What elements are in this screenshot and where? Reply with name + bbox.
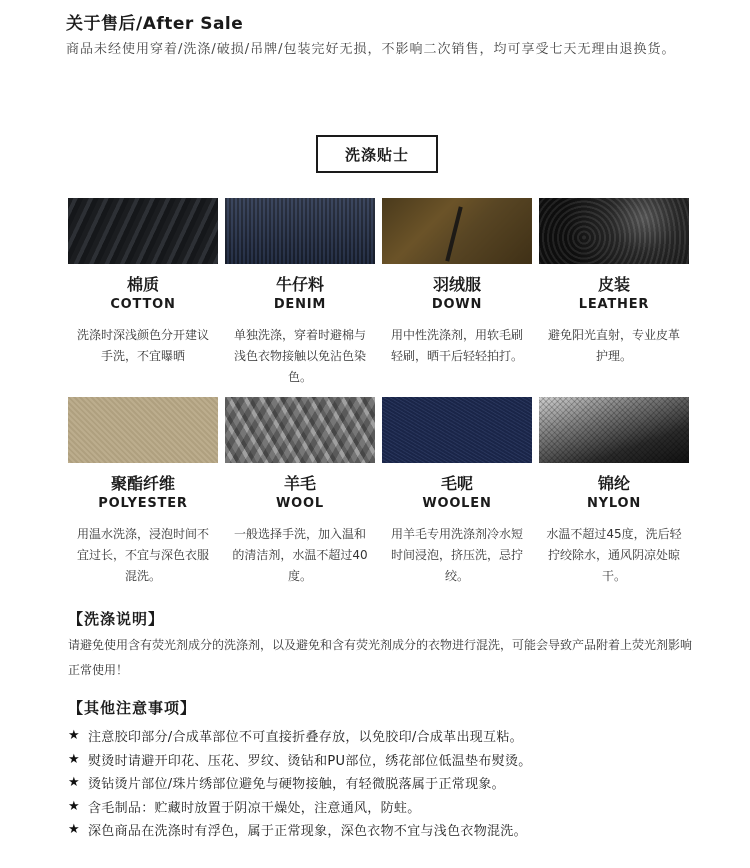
fabric-name-en: COTTON bbox=[110, 297, 176, 312]
star-icon: ★ bbox=[68, 822, 80, 838]
fabric-care-text: 单独洗涤，穿着时避棉与浅色衣物接触以免沾色染色。 bbox=[233, 328, 366, 384]
wash-instructions-title: 【洗涤说明】 bbox=[68, 610, 165, 628]
fabric-name-en: POLYESTER bbox=[98, 496, 188, 511]
after-sale-text: 商品未经使用穿着/洗涤/破损/吊牌/包装完好无损，不影响二次销售，均可享受七天无理由退换货。 bbox=[66, 42, 676, 57]
star-icon: ★ bbox=[68, 798, 80, 814]
wash-tips-badge: 洗涤贴士 bbox=[316, 135, 438, 173]
list-item bbox=[68, 771, 708, 795]
leather-swatch-image bbox=[539, 198, 689, 264]
fabric-name-en: NYLON bbox=[586, 496, 642, 511]
list-item bbox=[68, 748, 708, 772]
fabric-name-en: DENIM bbox=[273, 297, 327, 312]
fabric-card-wool bbox=[225, 397, 375, 587]
fabric-care-text: 用温水洗涤，浸泡时间不宜过长，不宜与深色衣服混洗。 bbox=[76, 527, 209, 583]
fabric-card-cotton bbox=[68, 198, 218, 367]
fabric-name-cn: 聚酯纤维 bbox=[110, 474, 175, 493]
fabric-name-en: WOOLEN bbox=[422, 496, 492, 511]
fabric-name-en: LEATHER bbox=[578, 297, 650, 312]
star-icon: ★ bbox=[68, 751, 80, 767]
fabric-card-polyester bbox=[68, 397, 218, 587]
star-icon: ★ bbox=[68, 728, 80, 744]
after-sale-section bbox=[66, 12, 706, 60]
fabric-name-cn: 棉质 bbox=[126, 275, 159, 294]
cotton-swatch-image bbox=[68, 198, 218, 264]
note-text: 熨烫时请避开印花、压花、罗纹、烫钻和PU部位，绣花部位低温垫布熨烫。 bbox=[88, 753, 532, 769]
fabric-card-leather bbox=[539, 198, 689, 367]
fabric-care-text: 避免阳光直射，专业皮革护理。 bbox=[547, 328, 680, 363]
note-text: 深色商品在洗涤时有浮色，属于正常现象，深色衣物不宜与浅色衣物混洗。 bbox=[88, 824, 527, 840]
fabric-name-cn: 皮装 bbox=[597, 275, 630, 294]
other-notes-list bbox=[68, 724, 708, 842]
note-text: 烫钻烫片部位/珠片绣部位避免与硬物接触，有轻微脱落属于正常现象。 bbox=[88, 777, 505, 793]
after-sale-title: 关于售后/After Sale bbox=[66, 14, 244, 34]
fabric-card-woolen bbox=[382, 397, 532, 587]
fabric-name-cn: 羽绒服 bbox=[432, 275, 481, 294]
list-item bbox=[68, 818, 708, 842]
denim-swatch-image bbox=[225, 198, 375, 264]
fabric-name-cn: 毛呢 bbox=[440, 474, 473, 493]
fabric-name-en: DOWN bbox=[431, 297, 483, 312]
fabric-card-nylon bbox=[539, 397, 689, 587]
fabric-care-text: 水温不超过45度，洗后轻拧绞除水，通风阴凉处晾干。 bbox=[546, 527, 682, 583]
wash-instructions-text: 请避免使用含有荧光剂成分的洗涤剂，以及避免和含有荧光剂成分的衣物进行混洗，可能会导致产品附着上荧光剂影响正常使用！ bbox=[68, 638, 693, 677]
fabric-care-text: 用中性洗涤剂，用软毛刷轻刷，晒干后轻轻拍打。 bbox=[390, 328, 523, 363]
down-swatch-image bbox=[382, 198, 532, 264]
fabric-name-cn: 羊毛 bbox=[283, 474, 316, 493]
note-text: 含毛制品：贮藏时放置于阴凉干燥处，注意通风，防蛀。 bbox=[88, 800, 421, 816]
note-text: 注意胶印部分/合成革部位不可直接折叠存放，以免胶印/合成革出现互粘。 bbox=[88, 730, 523, 746]
polyester-swatch-image bbox=[68, 397, 218, 463]
list-item bbox=[68, 795, 708, 819]
fabric-card-denim bbox=[225, 198, 375, 388]
fabric-care-text: 洗涤时深浅颜色分开建议手洗，不宜曝晒 bbox=[76, 328, 209, 363]
woolen-swatch-image bbox=[382, 397, 532, 463]
fabric-name-cn: 牛仔料 bbox=[275, 275, 324, 294]
star-icon: ★ bbox=[68, 775, 80, 791]
fabric-name-en: WOOL bbox=[276, 496, 324, 511]
fabric-card-down bbox=[382, 198, 532, 367]
fabric-care-text: 一般选择手洗，加入温和的清洁剂，水温不超过40度。 bbox=[232, 527, 368, 583]
nylon-swatch-image bbox=[539, 397, 689, 463]
other-notes-title: 【其他注意事项】 bbox=[68, 699, 197, 717]
fabric-name-cn: 锦纶 bbox=[597, 474, 630, 493]
fabric-care-text: 用羊毛专用洗涤剂冷水短时间浸泡，挤压洗，忌拧绞。 bbox=[390, 527, 523, 583]
list-item bbox=[68, 724, 708, 748]
wool-swatch-image bbox=[225, 397, 375, 463]
